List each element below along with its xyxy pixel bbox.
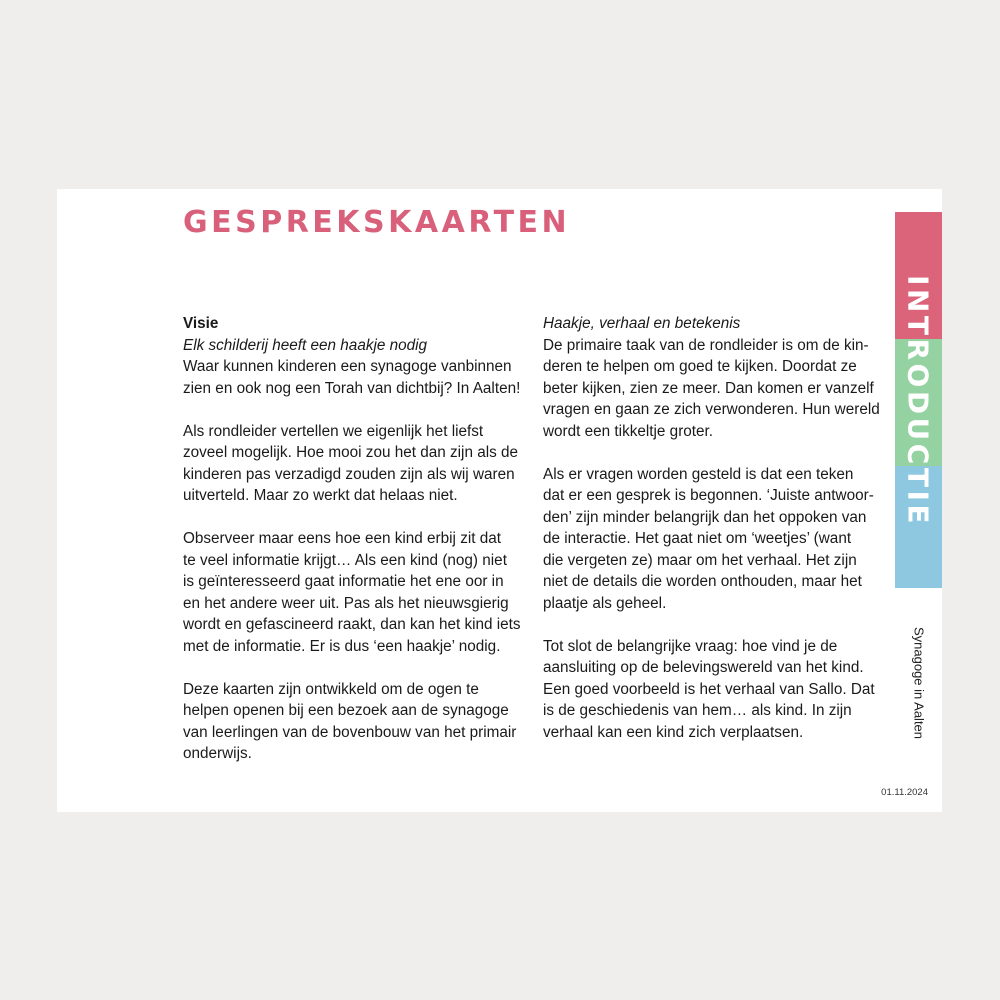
side-label: Synagoge in Aalten [911,626,927,740]
left-paragraph: Observeer maar eens hoe een kind erbij zit dat te veel informatie krijgt… Als een kind (nog) niet is geïnteresseerd gaat informatie het ene oor in en het andere weer uit. Pas als het nieuwsgierig wordt en gefascineerd raakt, dan kan het kind iets met de informatie. Er is dus ‘een haakje’ nodig. [183,530,521,655]
left-subheading: Elk schilderij heeft een haakje nodig [183,336,428,354]
right-subheading: Haakje, verhaal en betekenis [543,315,741,332]
right-column [543,313,888,765]
section-label: INTRODUCTIE [901,275,935,527]
left-paragraph: Als rondleider vertellen we eigenlijk het liefst zoveel mogelijk. Hoe mooi zou het dan zijn als de kinderen pas verzadigd zouden zijn als wij waren uitverteld. Maar zo werkt dat helaas niet. [183,422,519,504]
left-paragraph: Waar kunnen kinderen een synagoge vanbinnen zien en ook nog een Torah van dichtbij? In Aalten! [183,358,521,397]
left-heading: Visie [183,315,219,332]
date-label: 01.11.2024 [881,787,928,798]
right-paragraph: Als er vragen worden gesteld is dat een teken dat er een gesprek is begonnen. ‘Juiste antwoor- den’ zijn minder belangrijk dan het oppoken van de interactie. Het gaat niet om ‘weetjes’ (want die vergeten ze) maar om het verhaal. Het zijn niet de details die worden onthouden, maar het plaatje als geheel. [543,465,874,612]
card [57,189,942,812]
left-column [183,313,528,786]
right-paragraph: Tot slot de belangrijke vraag: hoe vind je de aansluiting op de belevingswereld van het kind. Een goed voorbeeld is het verhaal van Sallo. Dat is de geschiedenis van hem… als kind. In zijn verhaal kan een kind zich verplaatsen. [543,637,875,741]
left-paragraph: Deze kaarten zijn ontwikkeld om de ogen te helpen openen bij een bezoek aan de synagoge van leerlingen van de bovenbouw van het primair onderwijs. [183,680,517,762]
page-title: GESPREKSKAARTEN [183,205,571,240]
right-paragraph: De primaire taak van de rondleider is om de kin- deren te helpen om goed te kijken. Doordat ze beter kijken, zien ze meer. Dan komen er vanzelf vragen en gaan ze zich verwonderen. Hun wereld wordt een tikkeltje groter. [543,336,880,440]
